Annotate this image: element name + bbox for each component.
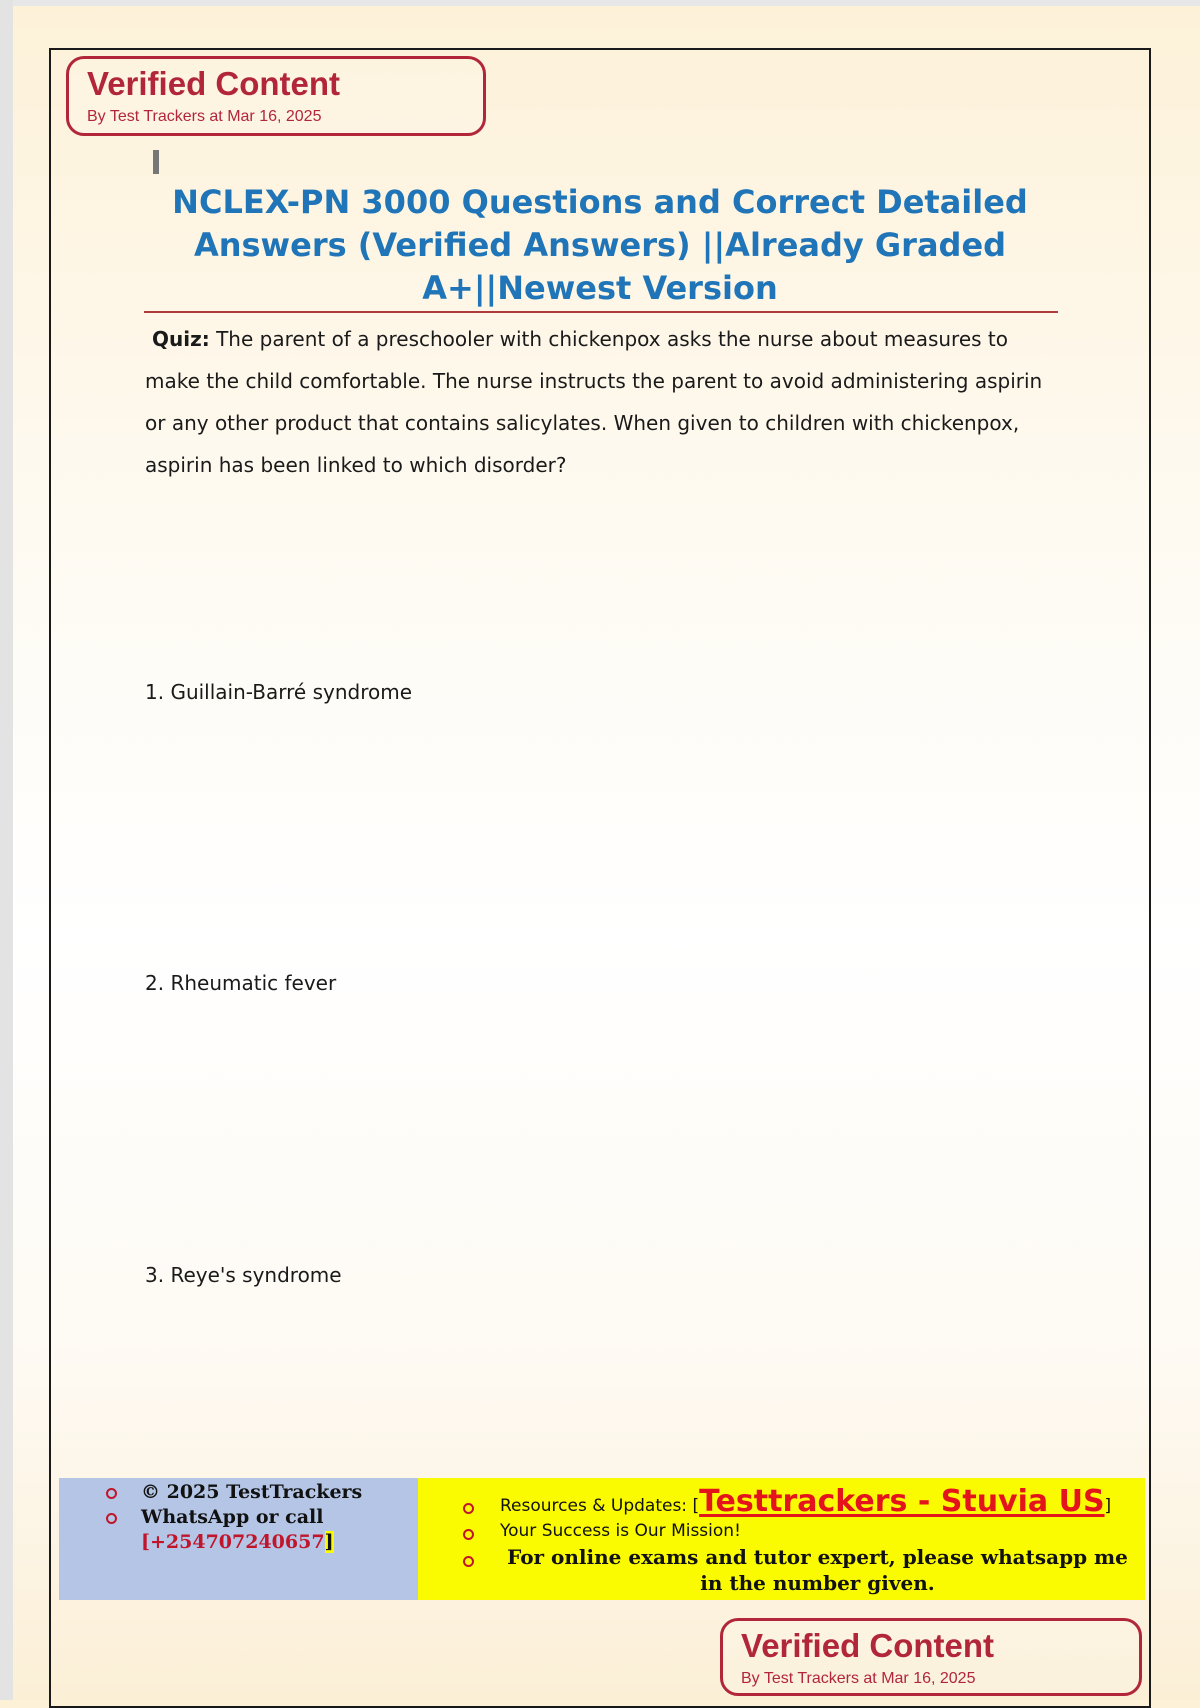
- footer-phone-line: [141, 1531, 334, 1553]
- bullet-circle-icon: [463, 1556, 474, 1567]
- stuvia-link[interactable]: Testtrackers - Stuvia US: [699, 1484, 1105, 1519]
- bullet-circle-icon: [106, 1488, 117, 1499]
- quiz-question-text: The parent of a preschooler with chickenpox asks the nurse about measures to make the child comfortable. The nurse instructs the parent to avoid administering aspirin or any other product that contains salicylates. When given to children with chickenpox, aspirin has been linked to which disorder?: [145, 327, 1043, 477]
- resources-label: Resources & Updates:: [500, 1496, 693, 1516]
- phone-bracket-close: ]: [324, 1531, 334, 1553]
- text-cursor-mark: [153, 150, 159, 174]
- footer-promo: For online exams and tutor expert, please whatsapp me in the number given.: [507, 1545, 1128, 1595]
- footer-right-panel: [418, 1478, 1145, 1600]
- footer-phone[interactable]: +254707240657: [150, 1531, 325, 1553]
- bullet-circle-icon: [463, 1503, 474, 1514]
- stamp-title: Verified Content: [741, 1627, 995, 1664]
- footer-resources: [500, 1484, 1111, 1519]
- answer-option-3[interactable]: 3. Reye's syndrome: [145, 1263, 342, 1287]
- resources-bracket-open: [: [692, 1496, 700, 1516]
- bullet-circle-icon: [106, 1513, 117, 1524]
- footer-banner: [59, 1478, 1145, 1600]
- title-divider: [144, 311, 1058, 313]
- resources-bracket-close: ]: [1104, 1496, 1112, 1516]
- footer-mission: Your Success is Our Mission!: [500, 1521, 741, 1541]
- footer-left-panel: [59, 1478, 418, 1600]
- quiz-label: Quiz:: [152, 327, 210, 351]
- verified-stamp-top: [66, 56, 486, 136]
- answer-option-2[interactable]: 2. Rheumatic fever: [145, 971, 337, 995]
- answer-option-1[interactable]: 1. Guillain-Barré syndrome: [145, 680, 413, 704]
- stamp-subtitle: By Test Trackers at Mar 16, 2025: [87, 108, 322, 125]
- top-shade: [0, 0, 1200, 6]
- phone-bracket-open: [: [141, 1531, 150, 1553]
- quiz-question: [145, 318, 1060, 486]
- stamp-subtitle: By Test Trackers at Mar 16, 2025: [741, 1670, 976, 1687]
- verified-stamp-bottom: [720, 1618, 1142, 1696]
- footer-whatsapp-label: WhatsApp or call: [141, 1506, 324, 1528]
- stamp-title: Verified Content: [87, 65, 341, 102]
- document-title: NCLEX-PN 3000 Questions and Correct Detailed Answers (Verified Answers) ||Already Graded A+||Newest Version: [172, 183, 1028, 307]
- left-shade: [0, 0, 13, 1700]
- bullet-circle-icon: [463, 1529, 474, 1540]
- footer-copyright: © 2025 TestTrackers: [141, 1481, 363, 1503]
